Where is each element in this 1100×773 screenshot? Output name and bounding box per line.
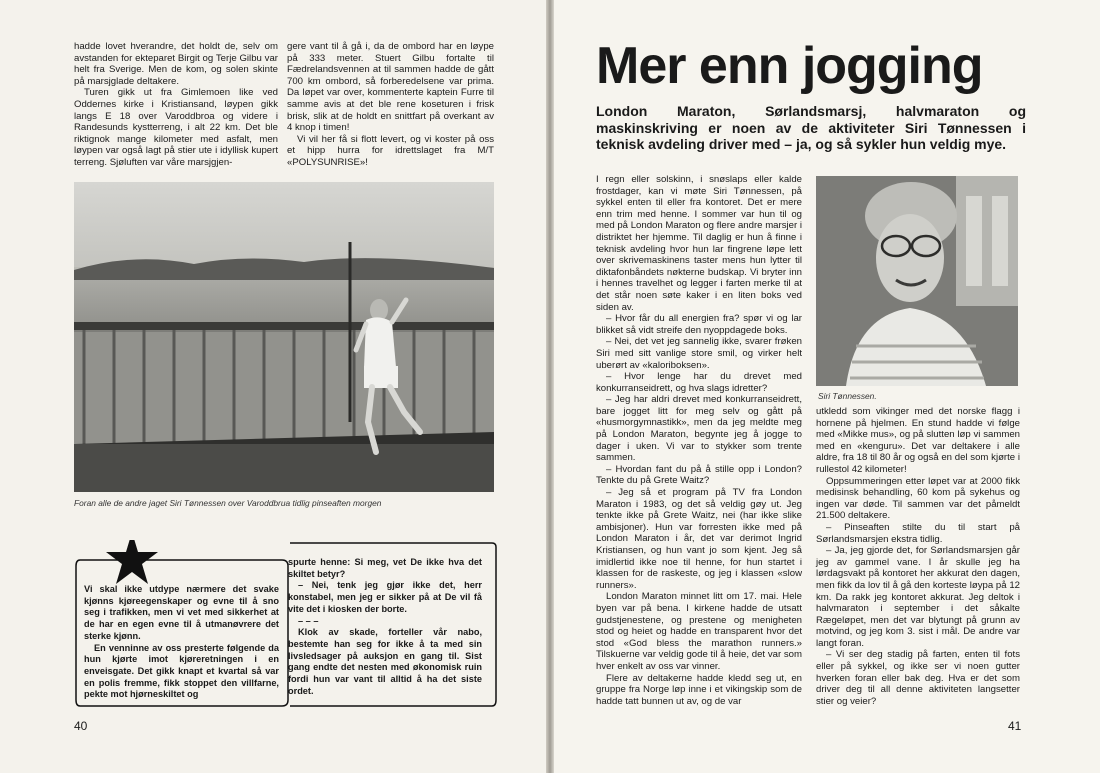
paragraph: hadde lovet hverandre, det holdt de, selv om avstanden for ekteparet Birgit og Terje Gilbu var helt fra Sverige. Men de kom, og solen skinte på marsjglade deltakere. <box>74 41 278 87</box>
paragraph: Vi vil her få si flott levert, og vi koster på oss et hipp hurra for idrettslaget fra M/T «POLYSUNRISE»! <box>287 133 494 168</box>
paragraph: London Maraton minnet litt om 17. mai. Hele byen var på bena. I kirkene hadde de utsatt gudstjenestene, og prestene og menigheten stod og heiet og hadde en transparent hvor det stod «God bless the marathon runners.» Tilskuerne var veldig gode til å heie, det var som hver enkelt av oss var vinner. <box>596 591 802 672</box>
paragraph: Flere av deltakerne hadde kledd seg ut, en gruppe fra Norge løp inne i et vikingskip som de hadde tatt bunnen ut av, og de var <box>596 672 802 707</box>
bridge-photo-caption: Foran alle de andre jaget Siri Tønnessen over Varoddbrua tidlig pinseaften morgen <box>74 498 382 508</box>
left-column-1 <box>74 41 278 169</box>
paragraph: Klok av skade, forteller vår nabo, bestemte han seg for ikke å ta med sin livsledsager på auksjon en gang til. Sist gang endte det nesten med økonomisk ruin fordi hun var vant til alltid å ha det siste ordet. <box>288 627 482 696</box>
paragraph: Turen gikk ut fra Gimlemoen like ved Oddernes kirke i Kristiansand, løypen gikk langs E 18 over Varoddbroa og videre i Randesunds kystterreng, i alt 22 km. Det ble riktignok mange kilometer med asfalt, men løypen var også lagt på stier ute i idyllisk kupert terreng. Sjøluften var våre marsjgjen- <box>74 87 278 168</box>
paragraph: I regn eller solskinn, i snøslaps eller kalde frostdager, kan vi møte Siri Tønnessen, på sykkel enten til eller fra kontoret. Det er mere enn trim med henne. I sommer var hun til og med på London Maraton og flere andre marsjer i distriktet her hjemme. Til daglig er hun å finne i teknisk avdeling hvor hun lar fingrene løpe lett over skrivemaskinens taster mens hun lytter til diktafonbåndets nøkterne budskap. Vi bryter inn i hennes travelhet og legger i farten merke til at det står noen søte kaker i en liten boks ved siden av. <box>596 174 802 313</box>
paragraph: – Jeg så et program på TV fra London Maraton i 1983, og det så veldig gøy ut. Jeg tenkte ikke på Grete Waitz, nei (har ikke slike ambisjoner). Hun var forresten ikke med på London Maraton i år, det var derimot Ingrid Kristiansen, og hun vant jo som kjent. Jeg så imidlertid ikke noe til henne, for hun startet i klassen for de raskeste, og jeg i klassen «slow runners». <box>596 487 802 591</box>
star-icon <box>106 540 158 584</box>
paragraph: – Nei, tenk jeg gjør ikke det, herr konstabel, men jeg er sikker på at De vil få vite det i kiosken der borte. <box>288 580 482 614</box>
paragraph: gere vant til å gå i, da de ombord har en løype på 333 meter. Stuert Gilbu fortalte til Fædrelandsvennen at til sammen hadde de gått 700 km ombord, så forberedelsene var prima. Da løpet var over, kommenterte kaptein Furre til samme avis at det ble rene koseturen i frisk brisk, slik at de holdt en snittfart på overkant av 4 knop i timen! <box>287 41 494 134</box>
paragraph: – Hvordan fant du på å stille opp i London? Tenkte du på Grete Waitz? <box>596 463 802 487</box>
box-column-1 <box>84 584 279 701</box>
bridge-runner-photo <box>74 182 494 492</box>
paragraph: – Vi ser deg stadig på farten, enten til fots eller på sykkel, og ikke ser vi noen gutter hverken foran eller bak deg. Hva er det som driver deg til all denne aktiviteten langsetter stier og veier? <box>816 649 1020 707</box>
paragraph: – Hvor lenge har du drevet med konkurranseidrett, og hva slags idretter? <box>596 371 802 394</box>
paragraph: – Jeg har aldri drevet med konkurranseidrett, bare jogget litt for meg selv og gått på «husmorgymnastikk», men da jeg meldte meg på London Maraton, begynte jeg å jogge to dager i uken. Vi var to stykker som trente sammen. <box>596 394 802 464</box>
paragraph: – Nei, det vet jeg sannelig ikke, svarer frøken Siri med sitt vanlige store smil, og virker helt uberørt av «kaloriboksen». <box>596 336 802 371</box>
paragraph: Vi skal ikke utdype nærmere det svake kjønns kjøreegenskaper og evne til å sno seg i trafikken, men vi vet med sikkerhet at de har en egen evne til å utmanøvrere det sterke kjønn. <box>84 584 279 641</box>
paragraph: utkledd som vikinger med det norske flagg i hornene på hjelmen. En stund hadde vi følge med «Mikke mus», og på slutten løp vi sammen med en «kenguru». Det var deltakere i alle aldre, fra 18 til 80 år og også en del som kjørte i rullestol 42 kilometer! <box>816 406 1020 475</box>
paragraph: – – – <box>298 615 319 626</box>
book-spine <box>546 0 554 773</box>
article-headline: Mer enn jogging <box>596 37 983 95</box>
paragraph: Oppsummeringen etter løpet var at 2000 fikk medisinsk behandling, 60 kom på sykehus og ingen var døde. Til sammen var det påmeldt 21.500 deltakere. <box>816 475 1020 522</box>
page-number-left: 40 <box>74 719 88 733</box>
paragraph: – Ja, jeg gjorde det, for Sørlandsmarsjen går jeg av gammel vane. I år skulle jeg ha lørdagsvakt på kontoret her akkurat den dagen, men fikk da lov til å gå den korteste løypa på 12 km. Da rakk jeg kontoret akkurat. Jeg deltok i halvmaraton i september i det såkalte Rægeløpet, men det var blytungt på grunn av motvind, og jeg kom 3. sist i mål. De andre var langt foran. <box>816 545 1020 649</box>
paragraph: – Pinseaften stilte du til start på Sørlandsmarsjen ekstra tidlig. <box>816 521 1020 545</box>
right-column-2 <box>816 406 1020 707</box>
paragraph: En venninne av oss presterte følgende da hun kjørte imot kjøreretningen i en enveisgate. Det gikk knapt et kvartal så var en polis fremme, fikk stoppet den villfarne, pekte mot hjørneskiltet og <box>84 642 279 700</box>
left-column-2 <box>287 41 494 169</box>
page-number-right: 41 <box>1008 719 1022 733</box>
portrait-caption: Siri Tønnessen. <box>818 391 877 401</box>
paragraph: spurte henne: Si meg, vet De ikke hva det skiltet betyr? <box>288 557 482 579</box>
right-column-1 <box>596 174 802 707</box>
paragraph: – Hvor får du all energien fra? spør vi og lar blikket så vidt streife den nyoppdagede boks. <box>596 313 802 336</box>
box-column-2 <box>288 557 482 697</box>
portrait-photo <box>816 176 1018 386</box>
article-lead: London Maraton, Sørlandsmarsj, halvmaraton og maskinskriving er noen av de aktiviteter Siri Tønnessen i teknisk avdeling driver med – ja, og så sykler hun veldig mye. <box>596 103 1026 152</box>
